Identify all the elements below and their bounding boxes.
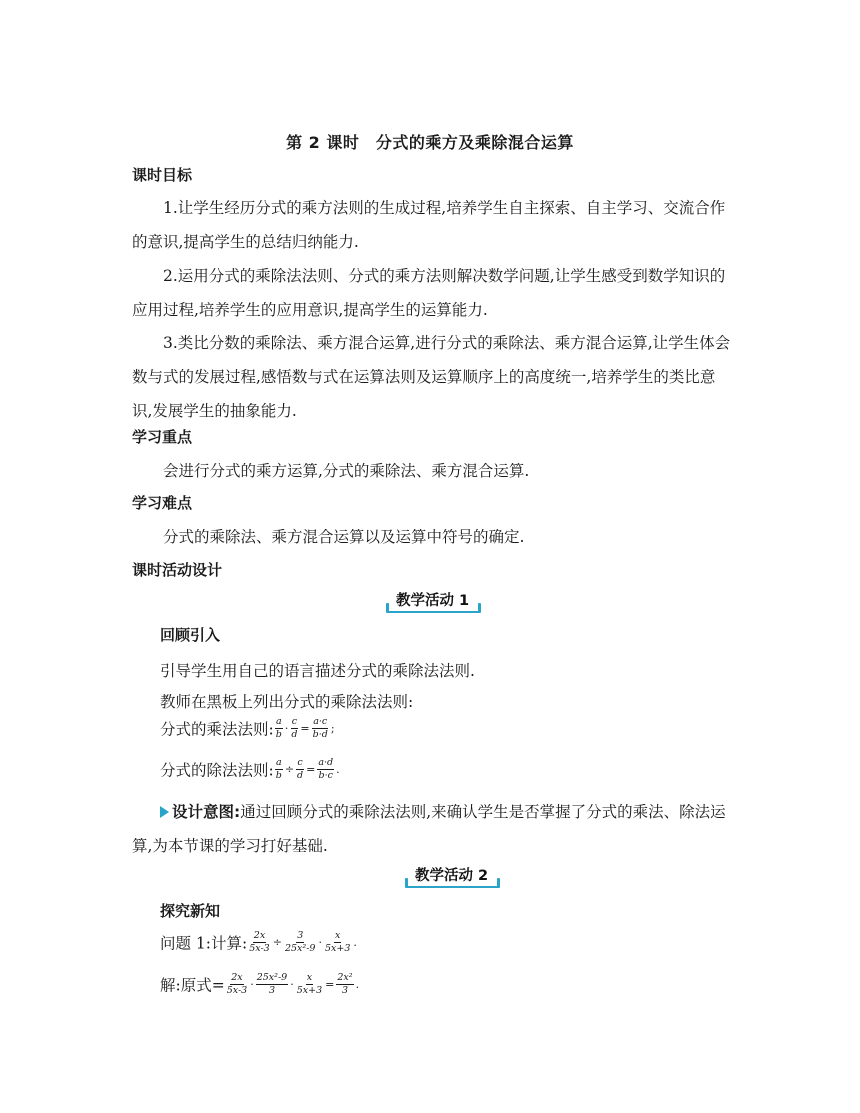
triangle-marker-icon: [160, 806, 169, 818]
key-points-heading: 学习重点: [132, 428, 193, 446]
solution-fraction-3: $\frac{x}{5x+3}$: [296, 972, 323, 996]
fraction-quotient-result: $\frac{a\cdot d}{b\cdot c}$: [318, 757, 334, 781]
objective-2: 2.运用分式的乘除法法则、分式的乘方法则解决数学问题,让学生感受到数学知识的应用过程,培养学生的应用意识,提高学生的运算能力.: [132, 267, 726, 319]
solution-1: 解:原式= $\frac{2x}{5x-3}$ · $\frac{\text{25x²-9}}{3}$ · $\frac{x}{5x+3}$ = $\frac{\text{2x²}}{3}$ .: [160, 972, 360, 996]
solution-fraction-2: $\frac{\text{25x²-9}}{3}$: [256, 972, 288, 996]
fraction-c-over-d: $\frac{c}{d}$: [297, 757, 304, 781]
explore-heading: 探究新知: [160, 902, 221, 920]
page-title: 第 2 课时 分式的乘方及乘除混合运算: [286, 133, 574, 152]
activity-2-badge: 教学活动 2: [407, 864, 498, 888]
design-intent-text: 通过回顾分式的乘除法法则,来确认学生是否掌握了分式的乘法、除法运算,为本节课的学习打好基础.: [132, 803, 726, 855]
division-rule: 分式的除法法则: $\frac{a}{b}$ ÷ $\frac{c}{d}$ = $\frac{a\cdot d}{b\cdot c}$ .: [160, 757, 340, 781]
fraction-product-result: $\frac{a\cdot c}{b\cdot d}$: [312, 716, 328, 740]
problem-fraction-1: $\frac{2x}{5x-3}$: [249, 930, 270, 954]
activity-1-badge: 教学活动 1: [388, 589, 479, 613]
solution-fraction-1: $\frac{2x}{5x-3}$: [226, 972, 248, 996]
multiplication-rule: 分式的乘法法则: $\frac{a}{b}$ · $\frac{c}{d}$ = $\frac{a\cdot c}{b\cdot d}$ ;: [160, 716, 335, 740]
problem-1: 问题 1:计算: $\frac{2x}{5x-3}$ ÷ $\frac{3}{\text{25x²-9}}$ · $\frac{x}{5x+3}$ .: [160, 930, 357, 954]
division-rule-label: 分式的除法法则:: [160, 761, 274, 780]
objective-1: 1.让学生经历分式的乘方法则的生成过程,培养学生自主探索、自主学习、交流合作的意识,提高学生的总结归纳能力.: [132, 199, 726, 251]
key-points-text: 会进行分式的乘方运算,分式的乘除法、乘方混合运算.: [163, 462, 530, 480]
review-line-1: 引导学生用自己的语言描述分式的乘除法法则.: [160, 662, 475, 680]
fraction-c-over-d: $\frac{c}{d}$: [291, 716, 298, 740]
problem-1-label: 问题 1:计算:: [160, 934, 248, 953]
fraction-a-over-b: $\frac{a}{b}$: [275, 757, 282, 781]
review-intro-heading: 回顾引入: [160, 626, 221, 644]
objectives-heading: 课时目标: [132, 166, 193, 184]
design-intent-1: [132, 795, 732, 863]
solution-1-label: 解:原式=: [160, 976, 225, 995]
multiplication-rule-label: 分式的乘法法则:: [160, 720, 274, 739]
design-intent-label: 设计意图:: [172, 803, 241, 821]
difficulty-text: 分式的乘除法、乘方混合运算以及运算中符号的确定.: [163, 528, 525, 546]
solution-result: $\frac{\text{2x²}}{3}$: [337, 972, 353, 996]
activity-design-heading: 课时活动设计: [132, 561, 223, 579]
problem-fraction-3: $\frac{x}{5x+3}$: [324, 930, 351, 954]
review-line-2: 教师在黑板上列出分式的乘除法法则:: [160, 693, 414, 711]
objective-3: 3.类比分数的乘除法、乘方混合运算,进行分式的乘除法、乘方混合运算,让学生体会数与式的发展过程,感悟数与式在运算法则及运算顺序上的高度统一,培养学生的类比意识,发展学生的抽象能力.: [132, 334, 731, 420]
problem-fraction-2: $\frac{3}{\text{25x²-9}}$: [284, 930, 316, 954]
difficulty-heading: 学习难点: [132, 494, 193, 512]
fraction-a-over-b: $\frac{a}{b}$: [275, 716, 282, 740]
